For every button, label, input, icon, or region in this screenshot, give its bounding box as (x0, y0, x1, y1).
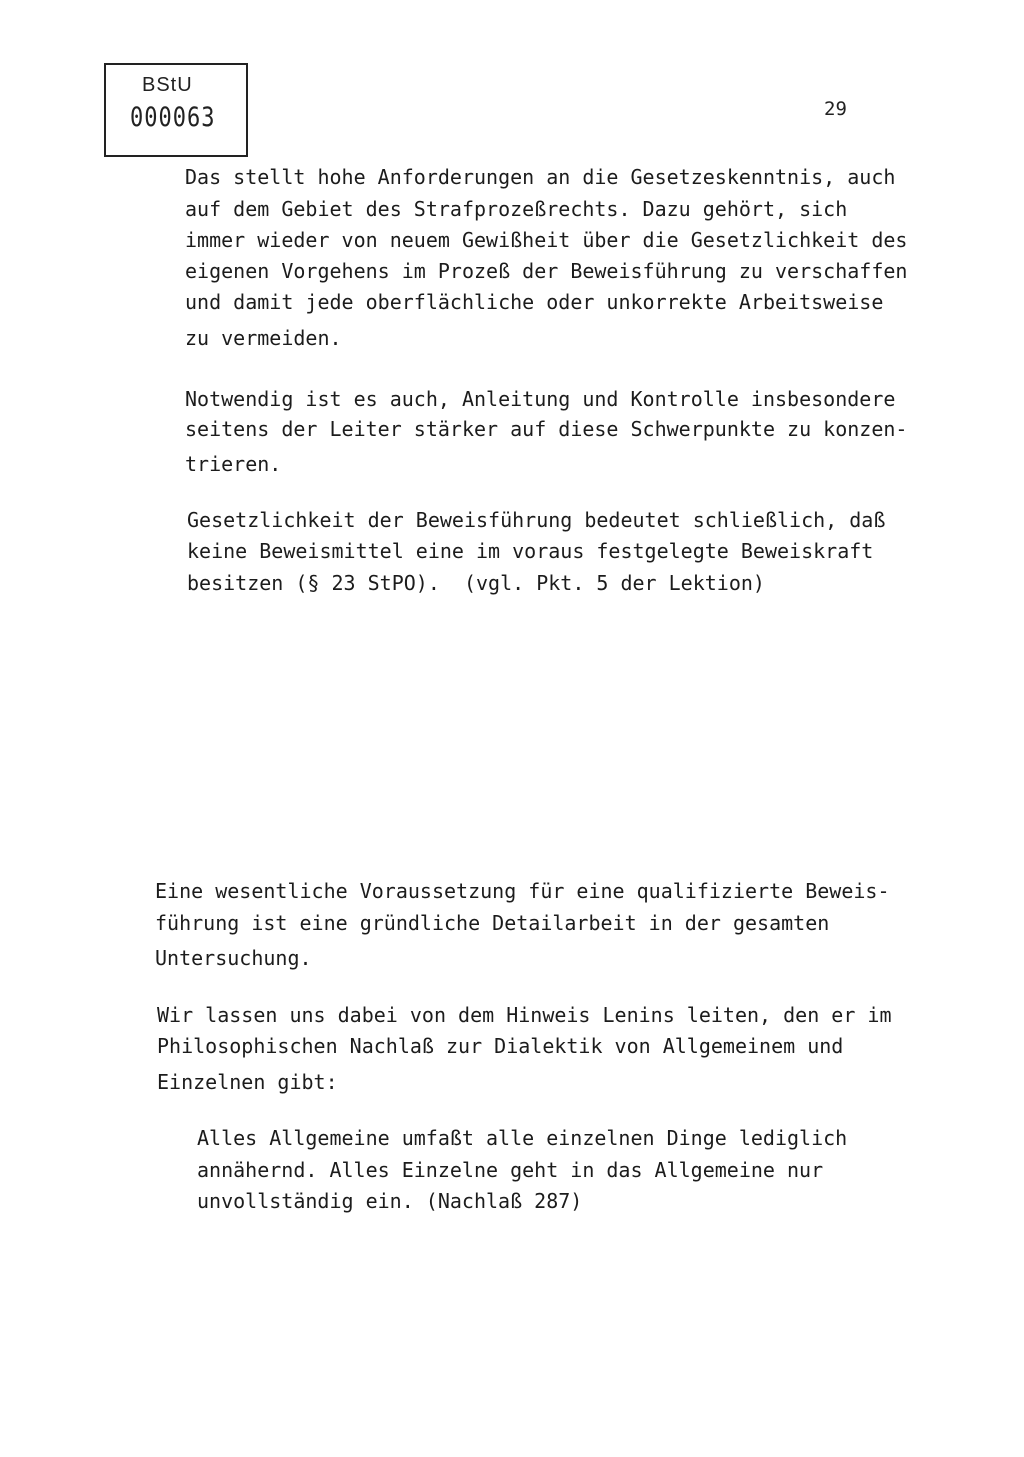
text-line: keine Beweismittel eine im voraus festgelegte Beweiskraft (187, 539, 874, 563)
archive-stamp (104, 63, 248, 157)
text-line: auf dem Gebiet des Strafprozeßrechts. Dazu gehört, sich (185, 197, 848, 221)
text-line: eigenen Vorgehens im Prozeß der Beweisführung zu verschaffen (185, 259, 908, 283)
stamp-number: 000063 (130, 103, 216, 133)
text-line: Gesetzlichkeit der Beweisführung bedeutet schließlich, daß (187, 508, 886, 532)
text-line: unvollständig ein. (Nachlaß 287) (197, 1189, 583, 1213)
text-line: Das stellt hohe Anforderungen an die Gesetzeskenntnis, auch (185, 165, 896, 189)
text-line: Philosophischen Nachlaß zur Dialektik von Allgemeinem und (157, 1034, 844, 1058)
text-line: seitens der Leiter stärker auf diese Schwerpunkte zu konzen- (185, 417, 908, 441)
text-line: Untersuchung. (155, 946, 312, 970)
page-number: 29 (824, 98, 847, 120)
text-line: Einzelnen gibt: (157, 1070, 338, 1094)
text-line: Wir lassen uns dabei von dem Hinweis Lenins leiten, den er im (157, 1003, 892, 1027)
text-line: annähernd. Alles Einzelne geht in das Allgemeine nur (197, 1158, 824, 1182)
text-line: und damit jede oberflächliche oder unkorrekte Arbeitsweise (185, 290, 884, 314)
text-line: führung ist eine gründliche Detailarbeit in der gesamten (155, 911, 830, 935)
text-line: Notwendig ist es auch, Anleitung und Kontrolle insbesondere (185, 387, 896, 411)
text-line: besitzen (§ 23 StPO). (vgl. Pkt. 5 der Lektion) (187, 571, 765, 595)
stamp-label: BStU (142, 74, 193, 96)
text-line: zu vermeiden. (185, 326, 342, 350)
text-line: trieren. (185, 452, 282, 476)
text-line: Eine wesentliche Voraussetzung für eine qualifizierte Beweis- (155, 879, 890, 903)
text-line: Alles Allgemeine umfaßt alle einzelnen Dinge lediglich (197, 1126, 848, 1150)
text-line: immer wieder von neuem Gewißheit über die Gesetzlichkeit des (185, 228, 908, 252)
